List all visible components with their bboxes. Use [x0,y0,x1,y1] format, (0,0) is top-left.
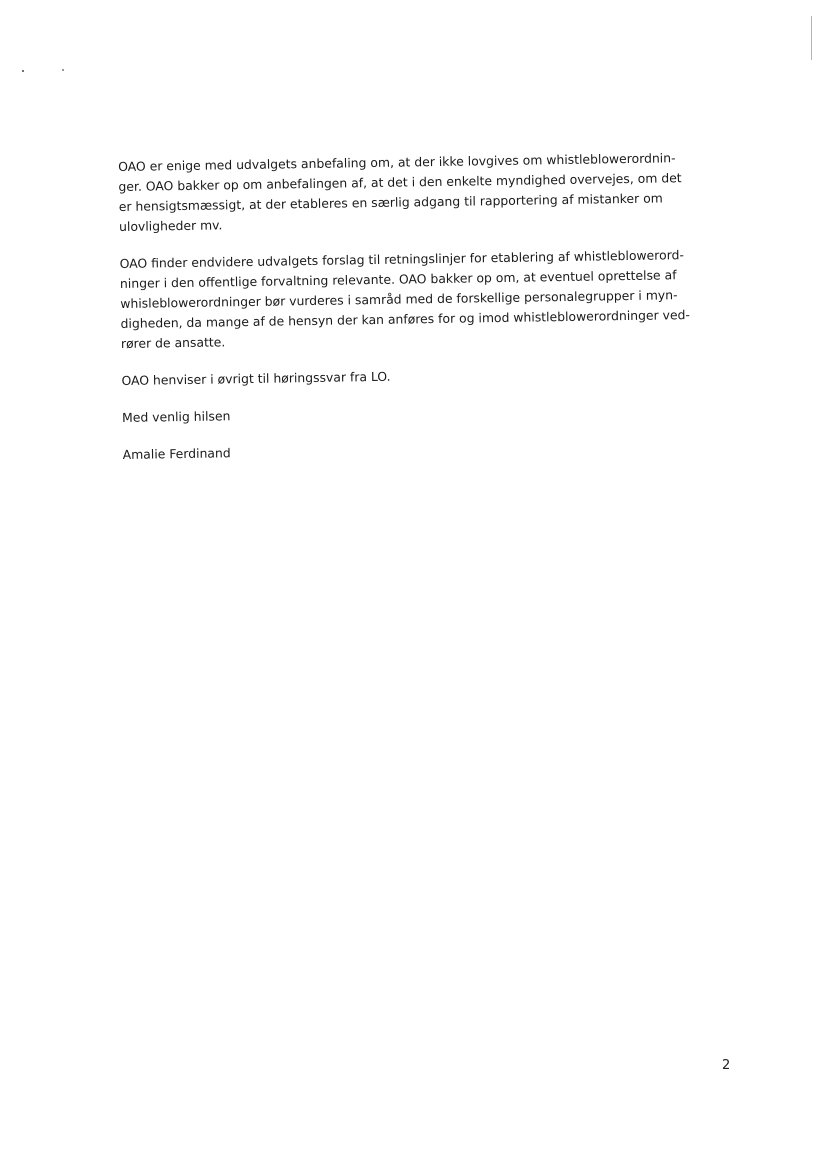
paragraph-1: OAO er enige med udvalgets anbefaling om, at der ikke lovgives om whistleblowerordnin- ger. OAO bakker op om anbefalingen af, at det i den enkelte myndighed overvejes, om det er hensigtsmæssigt, at der etableres en særlig adgang til rapportering af mistanker om ulovligheder mv. [118,150,682,234]
page-number: 2 [722,1058,731,1073]
closing-greeting: Med venlig hilsen [121,408,231,425]
paragraph-2: OAO finder endvidere udvalgets forslag til retningslinjer for etablering af whistleblowerord- ninger i den offentlige forvaltning relevante. OAO bakker op om, at eventuel oprettelse af whisleblowerordninger bør vurderes i samråd med de forskellige personalegrupper i myn- digheden, da mange af de hensyn der kan anføres for og imod whistleblowerordninger ved- rører de ansatte. [119,247,691,351]
paragraph-3: OAO henviser i øvrigt til høringssvar fra LO. [121,368,391,388]
signature-name: Amalie Ferdinand [122,445,231,462]
scan-edge-line [811,16,812,60]
letter-body [118,147,735,482]
scan-speck [62,69,64,71]
scan-speck [22,70,24,72]
